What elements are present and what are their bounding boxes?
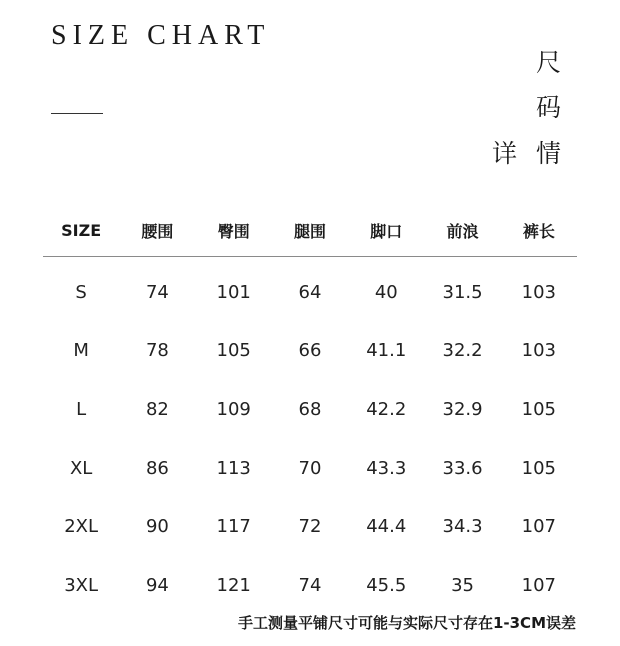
cell-size: 2XL	[64, 516, 99, 538]
decorative-divider	[51, 113, 103, 114]
cell-length: 105	[521, 457, 557, 479]
cell-hip: 105	[216, 340, 251, 362]
cell-hip: 117	[216, 516, 251, 538]
cell-thigh: 66	[298, 340, 322, 362]
table-row	[43, 257, 577, 322]
header-leg-opening: 脚口	[348, 204, 424, 257]
cell-hip: 101	[216, 281, 251, 303]
header-hip: 臀围	[196, 204, 272, 257]
cell-leg-opening: 41.1	[366, 340, 407, 362]
cell-leg-opening: 43.3	[366, 457, 407, 479]
cell-waist: 90	[145, 516, 169, 538]
cell-length: 107	[521, 574, 557, 596]
cell-leg-opening: 40	[374, 281, 398, 303]
cell-leg-opening: 44.4	[366, 516, 407, 538]
subtitle-char-xiang: 详	[492, 139, 518, 168]
cell-front-rise: 33.6	[442, 457, 483, 479]
cell-front-rise: 32.2	[442, 340, 483, 362]
cell-waist: 74	[145, 281, 169, 303]
size-chart-title: SIZE CHART	[51, 20, 271, 51]
cell-waist: 94	[145, 574, 169, 596]
subtitle-char-ma: 码	[536, 93, 562, 122]
cell-hip: 113	[216, 457, 251, 479]
subtitle-char-chi: 尺	[536, 48, 562, 77]
table-header-row	[43, 204, 577, 257]
subtitle-char-qing: 情	[536, 139, 562, 168]
cell-size: S	[75, 281, 87, 303]
size-table	[43, 204, 577, 615]
table-row	[43, 556, 577, 615]
cell-length: 105	[521, 398, 557, 420]
cell-length: 103	[521, 340, 557, 362]
table-row	[43, 380, 577, 439]
cell-leg-opening: 45.5	[366, 574, 407, 596]
cell-hip: 109	[216, 398, 251, 420]
cell-size: XL	[69, 457, 93, 479]
cell-front-rise: 32.9	[442, 398, 483, 420]
table-row	[43, 322, 577, 381]
measurement-disclaimer: 手工测量平铺尺寸可能与实际尺寸存在1-3CM误差	[237, 614, 576, 632]
cell-waist: 86	[145, 457, 169, 479]
cell-front-rise: 31.5	[442, 281, 483, 303]
cell-thigh: 70	[298, 457, 322, 479]
cell-hip: 121	[216, 574, 251, 596]
header-length: 裤长	[501, 204, 577, 257]
cell-waist: 82	[145, 398, 169, 420]
cell-length: 107	[521, 516, 557, 538]
cell-size: M	[73, 340, 89, 362]
cell-leg-opening: 42.2	[366, 398, 407, 420]
cell-thigh: 68	[298, 398, 322, 420]
cell-front-rise: 35	[451, 574, 474, 596]
cell-size: L	[76, 398, 87, 420]
header-front-rise: 前浪	[424, 204, 500, 257]
table-row	[43, 497, 577, 556]
header-waist: 腰围	[119, 204, 195, 257]
cell-waist: 78	[145, 340, 169, 362]
table-row	[43, 439, 577, 498]
cell-thigh: 64	[298, 281, 322, 303]
cell-thigh: 74	[298, 574, 322, 596]
cell-size: 3XL	[64, 574, 99, 596]
header-thigh: 腿围	[272, 204, 348, 257]
cell-length: 103	[521, 281, 557, 303]
header-size: SIZE	[43, 204, 119, 257]
cell-thigh: 72	[298, 516, 322, 538]
cell-front-rise: 34.3	[442, 516, 483, 538]
